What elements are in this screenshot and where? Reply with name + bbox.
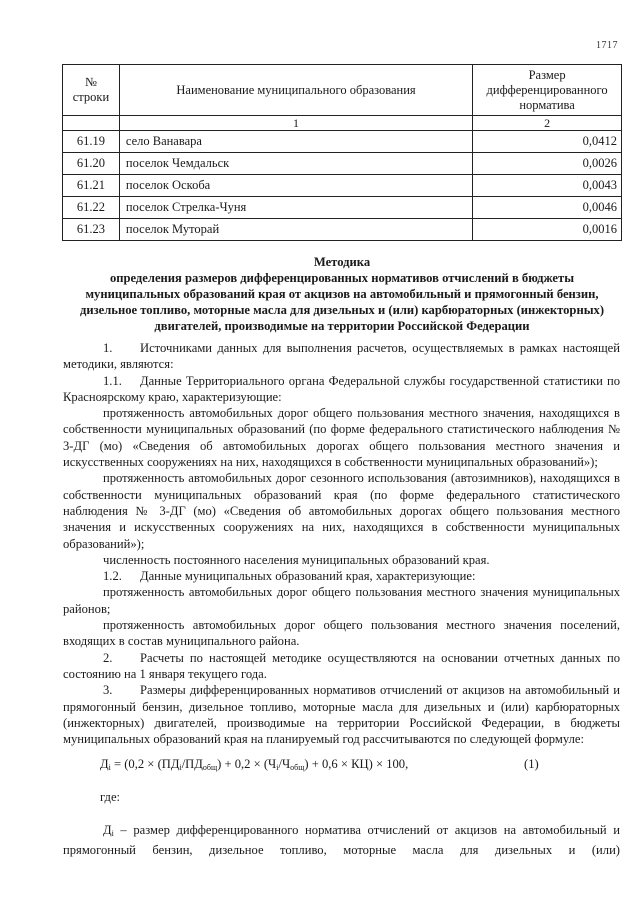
paragraph-number: 1.2. — [103, 569, 122, 584]
paragraph — [63, 584, 620, 617]
municipality-name: поселок Муторай — [119, 219, 472, 241]
municipality-name: село Ванавара — [119, 131, 472, 153]
table-row — [63, 153, 622, 175]
title-subtitle: определения размеров дифференцированных нормативов отчислений в бюджеты муниципальных образований края от акцизов на автомобильный и прямогонный бензин, дизельное топливо, моторные масла для дизельных и (или) карбюраторных (инжекторных) двигателей, производимые на территории Российской Федерации — [79, 271, 605, 333]
table-row — [63, 175, 622, 197]
paragraph-number: 3. — [103, 683, 113, 698]
paragraph — [63, 470, 620, 551]
municipality-name: поселок Стрелка-Чуня — [119, 197, 472, 219]
paragraph — [63, 617, 620, 650]
definition-symbol-sub: i — [111, 829, 114, 838]
paragraph-text: Данные муниципальных образований края, характеризующие: — [140, 569, 476, 584]
paragraph-text: Размеры дифференцированных нормативов отчислений от акцизов на автомобильный и прямогонный бензин, дизельное топливо, моторные масла для дизельных и (или) карбюраторных (инжекторных) двигателей, производимые на территории Российской Федерации, в бюджеты муниципальных образований края на планируемый год рассчитываются по следующей формуле: — [63, 683, 620, 747]
paragraph-text: Источниками данных для выполнения расчетов, осуществляемых в рамках настоящей методики, являются: — [63, 341, 620, 372]
paragraph-text: Расчеты по настоящей методике осуществляются на основании отчетных данных по состоянию на 1 января текущего года. — [63, 650, 620, 681]
column-index-1: 1 — [119, 116, 472, 131]
formula-part: = (0,2 × (ПД — [110, 757, 180, 771]
formula-part: ) + 0,6 × КЦ) × 100, — [304, 757, 409, 771]
table-header-row — [63, 65, 622, 116]
column-index-row — [63, 116, 622, 131]
formula-part: ) + 0,2 × (Ч — [217, 757, 277, 771]
paragraph-text: Данные Территориального органа Федеральной службы государственной статистики по Красноярскому краю, характеризующие: — [63, 373, 620, 404]
table-row — [63, 219, 622, 241]
row-number: 61.19 — [63, 131, 120, 153]
formula-sub: общ — [202, 763, 218, 772]
row-number: 61.20 — [63, 153, 120, 175]
formula-sub: i — [179, 763, 182, 772]
equation-number: (1) — [524, 757, 539, 771]
table-row — [63, 131, 622, 153]
methodology-body — [63, 340, 620, 747]
definition-text: – размер дифференцированного норматива отчислений от акцизов на автомобильный и прямогонный бензин, дизельное топливо, моторные масла для дизельных и (или) — [63, 823, 620, 858]
definition — [63, 822, 620, 859]
paragraph-text: протяженность автомобильных дорог сезонного использования (автозимников), находящихся в собственности муниципальных образований края (по форме федерального статистического наблюдения № 3-ДГ (мо) «Сведения об автомобильных дорогах общего пользования местного значения и искусственных сооружениях на них, находящихся в собственности муниципальных образований»); — [63, 471, 620, 551]
header-municipality-name: Наименование муниципального образования — [119, 65, 472, 116]
paragraph-text: численность постоянного населения муниципальных образований края. — [103, 552, 490, 567]
header-normative-size: Размер дифференцированного норматива — [473, 65, 622, 116]
normatives-table — [62, 64, 622, 241]
municipality-name: поселок Оскоба — [119, 175, 472, 197]
normative-value: 0,0043 — [473, 175, 622, 197]
normative-value: 0,0046 — [473, 197, 622, 219]
definition-paragraph — [63, 822, 620, 859]
header-row-number: № строки — [63, 65, 120, 116]
title-heading: Методика — [313, 255, 371, 269]
paragraph — [63, 552, 620, 568]
paragraph-text: протяженность автомобильных дорог общего пользования местного значения, находящихся в собственности муниципальных образований (по форме федерального статистического наблюдения № 3-ДГ (мо) «Сведения об автомобильных дорогах общего пользования местного значения и искусственных сооружениях на них, находящихся в собственности муниципальных образований»); — [63, 406, 620, 470]
formula-sub: общ — [290, 763, 305, 772]
methodology-title — [62, 254, 622, 334]
formula-lhs-sub: i — [108, 763, 111, 772]
paragraph — [63, 340, 620, 373]
paragraph — [63, 650, 620, 683]
normative-value: 0,0026 — [473, 153, 622, 175]
table-row — [63, 197, 622, 219]
paragraph-text: протяженность автомобильных дорог общего пользования местного значения поселений, входящих в состав муниципального района. — [63, 618, 620, 649]
column-index-2: 2 — [473, 116, 622, 131]
normative-value: 0,0016 — [473, 219, 622, 241]
normative-value: 0,0412 — [473, 131, 622, 153]
formula-part: /Ч — [278, 757, 291, 771]
formula — [100, 756, 560, 776]
paragraph-number: 1. — [103, 341, 113, 355]
row-number: 61.22 — [63, 197, 120, 219]
formula-lhs: Д — [100, 757, 109, 771]
paragraph — [63, 568, 620, 584]
paragraph-number: 2. — [103, 650, 113, 665]
paragraph-text: протяженность автомобильных дорог общего пользования местного значения муниципальных районов; — [63, 585, 620, 616]
formula-sub: i — [276, 763, 279, 772]
row-number: 61.21 — [63, 175, 120, 197]
paragraph — [63, 405, 620, 470]
formula-part: /ПД — [181, 757, 203, 771]
paragraph — [63, 373, 620, 406]
where-label: где: — [100, 790, 121, 804]
row-number: 61.23 — [63, 219, 120, 241]
page-number: 1717 — [596, 40, 618, 51]
municipality-name: поселок Чемдальск — [119, 153, 472, 175]
paragraph-number: 1.1. — [103, 373, 122, 388]
definition-symbol: Д — [103, 823, 112, 837]
paragraph — [63, 682, 620, 747]
column-index-0 — [63, 116, 120, 131]
